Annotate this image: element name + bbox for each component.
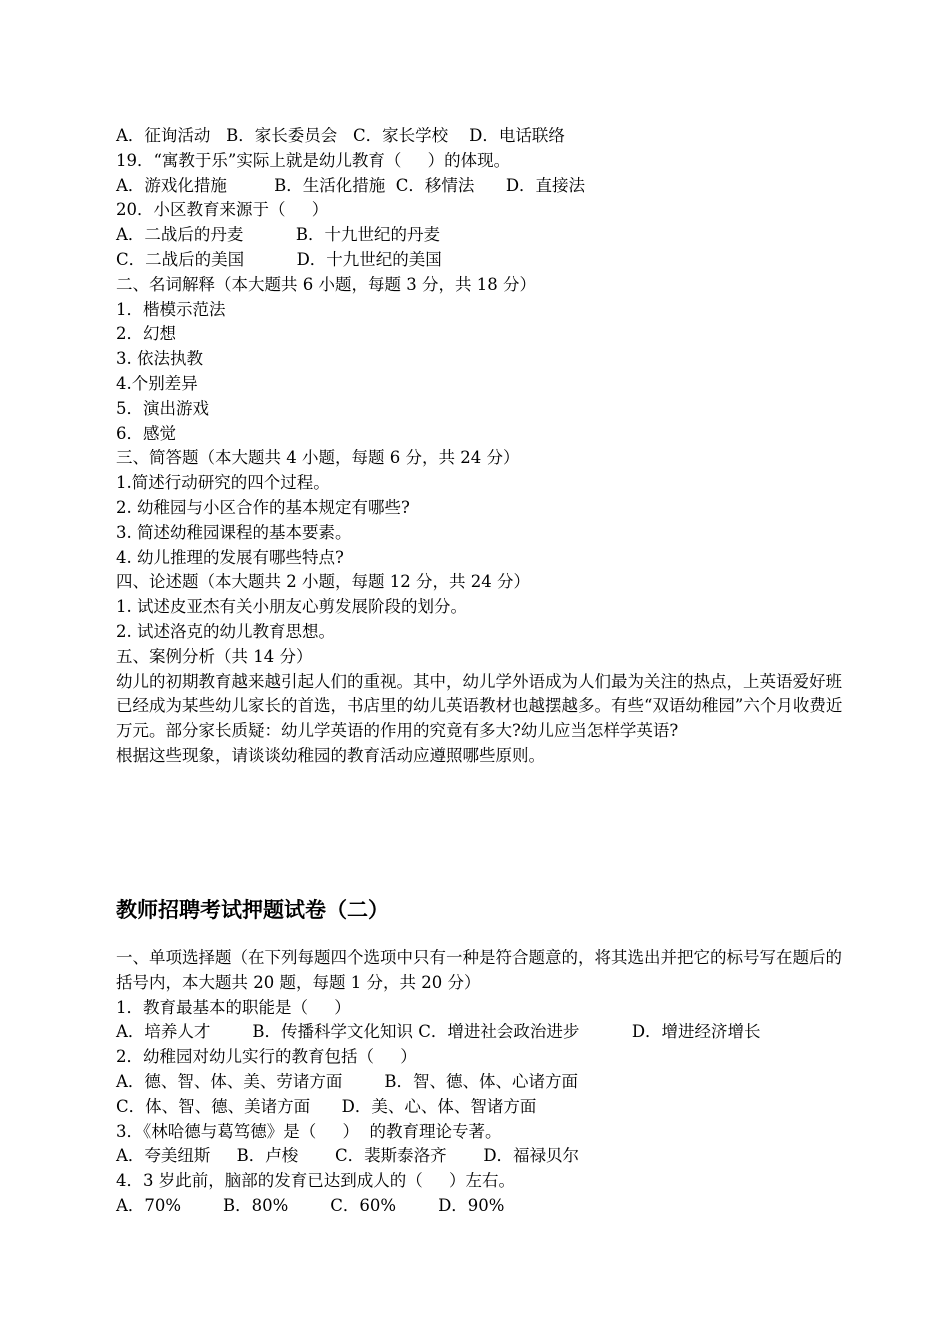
text-line: 1. 试述皮亚杰有关小朋友心剪发展阶段的划分。 [116, 597, 467, 617]
text-line: 1.简述行动研究的四个过程。 [116, 473, 330, 493]
section-heading: 五、案例分析（共 14 分） [116, 646, 313, 666]
text-line: A．培养人才 B．传播科学文化知识 C．增进社会政治进步 D．增进经济增长 [116, 1022, 761, 1042]
text-line: 4. 幼儿推理的发展有哪些特点? [116, 547, 344, 567]
section-heading: 二、名词解释（本大题共 6 小题，每题 3 分，共 18 分） [116, 274, 536, 294]
text-line: 6．感觉 [116, 423, 176, 443]
text-line: C．二战后的美国 D．十九世纪的美国 [116, 249, 442, 269]
section-heading: 四、论述题（本大题共 2 小题，每题 12 分，共 24 分） [116, 572, 530, 592]
text-line: A．夸美纽斯 B．卢梭 C．裴斯泰洛齐 D．福禄贝尔 [116, 1146, 580, 1166]
question-2: 2．幼稚园对幼儿实行的教育包括（ ） [116, 1047, 417, 1067]
exam-section-two [116, 946, 856, 1219]
text-line: A．征询活动 B．家长委员会 C．家长学校 D．电话联络 [116, 126, 565, 145]
text-line: 3. 依法执教 [116, 349, 203, 369]
text-line: 2. 试述洛克的幼儿教育思想。 [116, 621, 335, 641]
exam-section-one [116, 124, 856, 769]
case-question: 根据这些现象，请谈谈幼稚园的教育活动应遵照哪些原则。 [116, 745, 545, 765]
question-4: 4．3 岁此前，脑部的发育已达到成人的（ ）左右。 [116, 1171, 515, 1191]
text-line: 4.个别差异 [116, 373, 198, 393]
exam-title: 教师招聘考试押题试卷（二） [116, 898, 389, 922]
question-19: 19．“寓教于乐”实际上就是幼儿教育（ ）的体现。 [116, 150, 511, 170]
text-line: 2. 幼稚园与小区合作的基本规定有哪些? [116, 497, 410, 517]
question-1: 1．教育最基本的职能是（ ） [116, 997, 351, 1017]
case-paragraph: 幼儿的初期教育越来越引起人们的重视。其中，幼儿学外语成为人们最为关注的热点，上英语爱好班已经成为某些幼儿家长的首选，书店里的幼儿英语教材也越摆越多。有些“双语幼稚园”六个月收费近万元。部分家长质疑：幼儿学英语的作用的究竟有多大?幼儿应当怎样学英语? [116, 671, 843, 741]
question-20: 20．小区教育来源于（ ） [116, 200, 329, 220]
section-heading: 三、简答题（本大题共 4 小题，每题 6 分，共 24 分） [116, 448, 520, 468]
text-line: C．体、智、德、美诸方面 D．美、心、体、智诸方面 [116, 1096, 537, 1116]
text-line: A．二战后的丹麦 B．十九世纪的丹麦 [116, 225, 440, 245]
text-line: A．70% B．80% C．60% D．90% [116, 1195, 505, 1215]
section-intro: 一、单项选择题（在下列每题四个选项中只有一种是符合题意的，将其选出并把它的标号写在题后的括号内，本大题共 20 题，每题 1 分，共 20 分） [116, 948, 842, 992]
text-line: 3. 简述幼稚园课程的基本要素。 [116, 522, 352, 542]
text-line: 1．楷模示范法 [116, 299, 226, 319]
text-line: 5．演出游戏 [116, 398, 209, 418]
text-line: 2．幻想 [116, 324, 176, 344]
text-line: A．游戏化措施 B．生活化措施 C．移情法 D．直接法 [116, 175, 586, 195]
text-line: A．德、智、体、美、劳诸方面 B．智、德、体、心诸方面 [116, 1071, 578, 1091]
question-3: 3．《林哈德与葛笃德》是（ ） 的教育理论专著。 [116, 1121, 502, 1141]
